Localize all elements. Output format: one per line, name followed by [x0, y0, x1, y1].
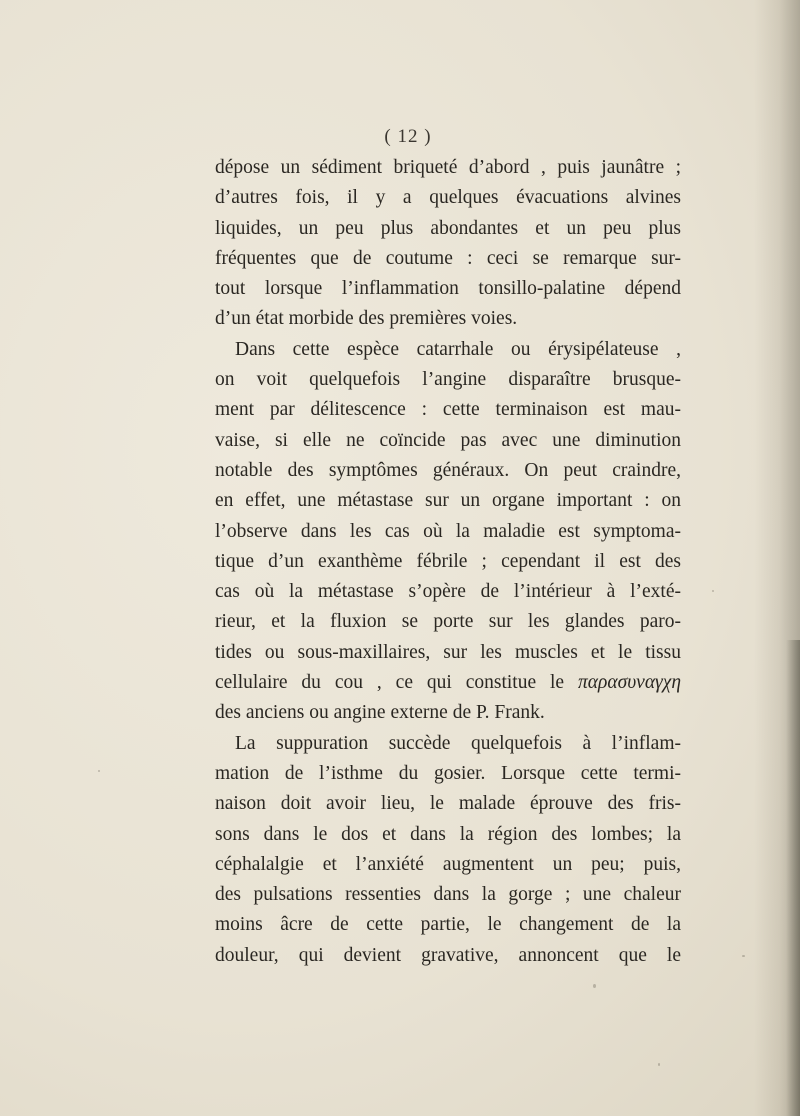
paper-speck: [98, 770, 100, 772]
paper-speck: [593, 984, 596, 988]
text-line: tique d’un exanthème fébrile ; cependant il est des: [215, 550, 681, 572]
text-line: l’observe dans les cas où la maladie est symptoma-: [215, 520, 681, 542]
text-line: des anciens ou angine externe de P. Frank.: [215, 702, 545, 724]
text-line: mation de l’isthme du gosier. Lorsque cette termi-: [215, 762, 681, 784]
text-line: des pulsations ressenties dans la gorge ; une chaleur: [215, 884, 681, 906]
text-line: liquides, un peu plus abondantes et un peu plus: [215, 217, 681, 239]
text-line: d’un état morbide des premières voies.: [215, 308, 518, 330]
text-line: naison doit avoir lieu, le malade éprouve des fris-: [215, 793, 681, 815]
text-line: vaise, si elle ne coïncide pas avec une diminution: [215, 429, 681, 451]
text-line: sons dans le dos et dans la région des lombes; la: [215, 823, 681, 845]
text-fragment: cellulaire du cou , ce qui constitue le: [215, 672, 565, 694]
text-line: tout lorsque l’inflammation tonsillo-palatine dépend: [215, 278, 681, 300]
page-edge-dark: [786, 640, 800, 1116]
page-number: ( 12 ): [384, 126, 432, 147]
paragraph-start: La suppuration succède quelquefois à l’inflam-: [235, 732, 681, 754]
text-line: en effet, une métastase sur un organe important : on: [215, 490, 681, 512]
text-line: céphalalgie et l’anxiété augmentent un peu; puis,: [215, 853, 681, 875]
paper-speck: [712, 590, 714, 592]
text-line: moins âcre de cette partie, le changement de la: [215, 914, 681, 936]
text-line: on voit quelquefois l’angine disparaître brusque-: [215, 369, 681, 391]
text-line: fréquentes que de coutume : ceci se remarque sur-: [215, 247, 681, 269]
paragraph-start: Dans cette espèce catarrhale ou érysipélateuse ,: [235, 338, 681, 360]
text-line: douleur, qui devient gravative, annoncent que le: [215, 944, 681, 966]
text-line: tides ou sous-maxillaires, sur les muscles et le tissu: [215, 641, 681, 663]
text-line: d’autres fois, il y a quelques évacuations alvines: [215, 187, 681, 209]
greek-word: παρασυναγχη: [578, 672, 681, 694]
text-line: cas où la métastase s’opère de l’intérieur à l’exté-: [215, 581, 681, 603]
body-text: [215, 153, 681, 971]
paper-speck: [742, 955, 745, 957]
paper-speck: [658, 1063, 660, 1066]
text-line: ment par délitescence : cette terminaison est mau-: [215, 399, 681, 421]
text-line: notable des symptômes généraux. On peut craindre,: [215, 459, 681, 481]
text-line-with-greek: [215, 668, 681, 698]
text-line: rieur, et la fluxion se porte sur les glandes paro-: [215, 611, 681, 633]
text-line: dépose un sédiment briqueté d’abord , puis jaunâtre ;: [215, 157, 681, 178]
